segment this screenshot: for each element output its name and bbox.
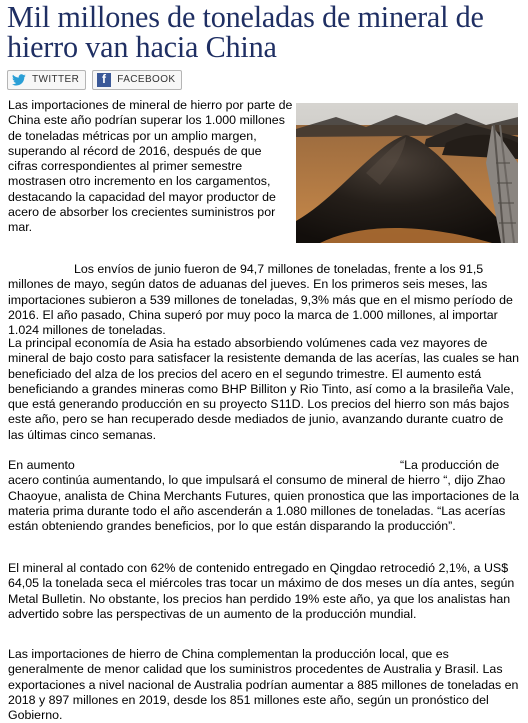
paragraph-2-text: Los envíos de junio fueron de 94,7 millones de toneladas, frente a los 91,5 millones de mayo, según datos de aduanas del jueves. En los primeros seis meses, las importaciones subieron a 539 millones de toneladas, 9,3% más que en el mismo período de 2016. El año pasado, China superó por muy poco la marca de 1.000 millones, al importar 1.024 millones de toneladas. (8, 262, 513, 338)
iron-ore-photo (296, 103, 518, 243)
share-bar (7, 70, 182, 90)
paragraph-4-text: “La producción de acero continúa aumentando, lo que impulsará el consumo de mineral de hierro “, dijo Zhao Chaoyue, analista de China Merchants Futures, quien pronostica que las importaciones de la materia prima durante todo el año ascenderán a 1.080 millones de toneladas. “Las acerías están obteniendo grandes beneficios, por lo que están disparando la producción”. (8, 458, 520, 534)
facebook-share-button[interactable] (92, 70, 182, 90)
paragraph-1: Las importaciones de mineral de hierro por parte de China este año podrían superar los 1.000 millones de toneladas métricas por un amplio margen, superando al récord de 2016, después de que cifras correspondientes al primer semestre mostrasen otro incremento en los cargamentos, destacando la capacidad del mayor productor de acero de absorber los crecientes suministros por mar. (8, 98, 293, 235)
paragraph-5: El mineral al contado con 62% de contenido entregado en Qingdao retrocedió 2,1%, a US$ 64,05 la tonelada seca el miércoles tras tocar un máximo de dos meses un día antes, según Metal Bulletin. No obstante, los precios han perdido 19% este año, ya que los analistas han advertido sobre las perspectivas de un aumento de la producción mundial. (8, 561, 515, 621)
paragraph-4 (8, 458, 520, 534)
facebook-icon: f (97, 73, 111, 87)
paragraph-2 (8, 262, 520, 338)
iron-ore-image (296, 103, 518, 243)
paragraph-3: La principal economía de Asia ha estado absorbiendo volúmenes cada vez mayores de mineral de bajo costo para satisfacer la resistente demanda de las acerías, las cuales se han beneficiado del alza de los precios del acero en el segundo trimestre. El aumento está beneficiando a grandes mineras como BHP Billiton y Rio Tinto, así como a la brasileña Vale, que está generando producción en su proyecto S11D. Los precios del hierro son más bajos este año, pero se han recuperado desde mediados de junio, avanzando durante cuatro de las últimas cinco semanas. (8, 336, 520, 442)
twitter-bird-icon (12, 73, 26, 87)
article-title: Mil millones de toneladas de mineral de hierro van hacia China (7, 0, 484, 64)
twitter-share-button[interactable] (7, 70, 86, 90)
paragraph-6: Las importaciones de hierro de China complementan la producción local, que es generalmente de menor calidad que los suministros procedentes de Australia y Brasil. Las exportaciones a nivel nacional de Australia podrían aumentar a 885 millones de toneladas en 2018 y 897 millones en 2019, desde los 851 millones este año, según un pronóstico del Gobierno. (8, 647, 519, 723)
twitter-share-label: TWITTER (32, 74, 80, 86)
facebook-share-label: FACEBOOK (117, 74, 176, 86)
subheading: En aumento (8, 458, 75, 472)
